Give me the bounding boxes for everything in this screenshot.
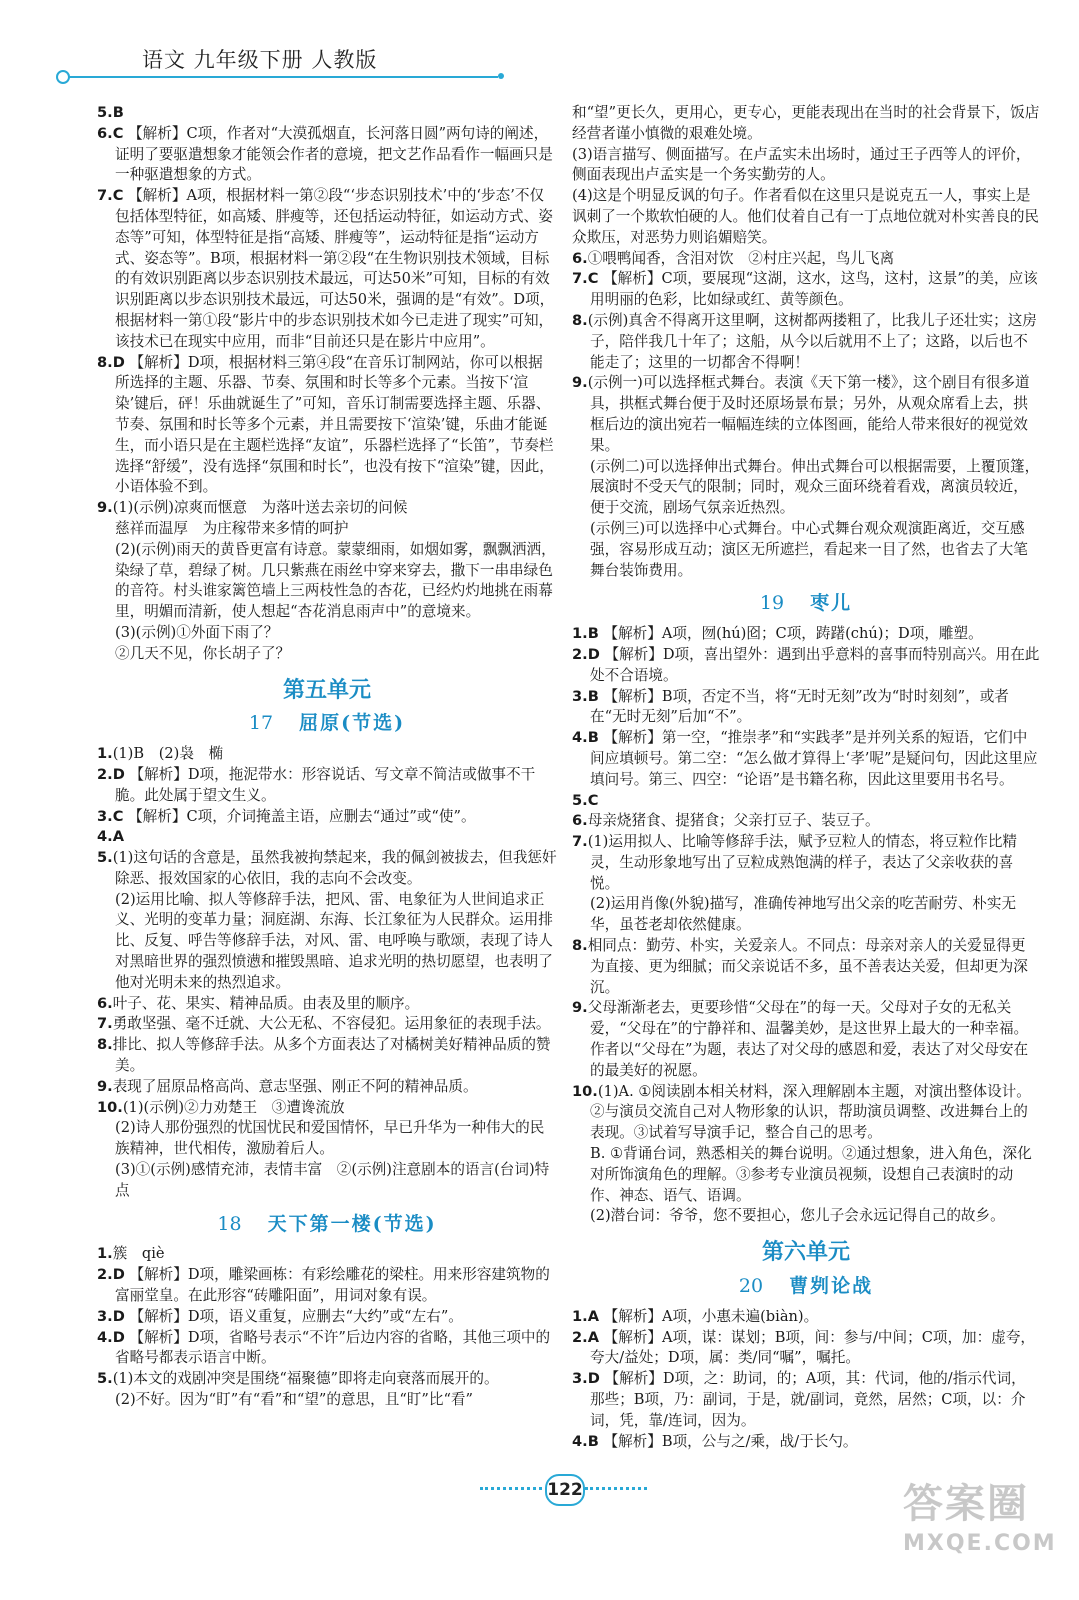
lesson-number: 18 bbox=[217, 1212, 242, 1235]
question-number: 6. bbox=[97, 124, 113, 142]
lesson-title: 天下第一楼(节选) bbox=[267, 1212, 437, 1235]
page-header bbox=[0, 0, 1079, 90]
answer-continuation: (4)这是个明显反讽的句子。作者看似在这里只是说克五一人，事实上是讽刺了一个欺软怕硬的人。他们仗着自己有一丁点地位就对朴实善良的民众欺压，对恶势力则谄媚赔笑。 bbox=[572, 187, 1040, 246]
header-rule bbox=[68, 76, 498, 78]
question-number: 10. bbox=[97, 1098, 123, 1116]
answer-text: 【解析】B项，公与之/乘，战/于长勺。 bbox=[603, 1432, 858, 1450]
answer-item bbox=[572, 269, 1040, 311]
question-number: 4. bbox=[572, 729, 588, 747]
question-number: 9. bbox=[572, 999, 588, 1017]
answer-text: 【解析】D项，之：助词，的；A项，其：代词，他的/指示代词，那些；B项，乃：副词，于是，就/副词，竟然，居然；C项，以：介词，凭，靠/连词，因为。 bbox=[590, 1370, 1026, 1429]
answer-item bbox=[97, 807, 557, 828]
question-number: 2. bbox=[572, 1328, 588, 1346]
lesson-number: 19 bbox=[759, 592, 785, 615]
answer-item bbox=[97, 827, 557, 848]
answer-text: 【解析】D项，雕梁画栋：有彩绘雕花的梁柱。用来形容建筑物的富丽堂皇。在此形容“砖雕阳面”，用词对象有误。 bbox=[115, 1266, 550, 1305]
answer-item bbox=[97, 1014, 557, 1035]
lesson-heading bbox=[572, 1276, 1040, 1297]
answer-letter: D bbox=[112, 765, 125, 783]
answer-item bbox=[572, 249, 1040, 270]
answer-item bbox=[572, 311, 1040, 373]
unit-heading: 第六单元 bbox=[761, 1240, 850, 1266]
answer-letter: B bbox=[587, 687, 599, 705]
answer-item bbox=[572, 998, 1040, 1081]
answer-item bbox=[572, 811, 1040, 832]
answer-text: (1)(示例)凉爽而惬意 为落叶送去亲切的问候 bbox=[112, 499, 408, 517]
answer-text: (1)运用拟人、比喻等修辞手法，赋予豆粒人的情态，将豆粒作比精灵，生动形象地写出了豆粒成熟饱满的样子，表达了父亲收获的喜悦。 bbox=[587, 833, 1018, 892]
lesson-heading bbox=[97, 713, 557, 734]
answer-item bbox=[572, 624, 1040, 645]
answer-item bbox=[572, 936, 1040, 998]
answer-item bbox=[97, 848, 557, 890]
answer-letter: B bbox=[112, 104, 124, 121]
answer-continuation: ②几天不见，你长胡子了？ bbox=[115, 644, 291, 662]
answer-item bbox=[572, 1082, 1040, 1144]
lesson-title: 屈原(节选) bbox=[299, 712, 406, 735]
question-number: 2. bbox=[97, 1266, 113, 1284]
question-number: 1. bbox=[97, 1245, 113, 1263]
answer-continuation: B. ①背诵台词，熟悉相关的舞台说明。②通过想象，进入角色，深化对所饰演角色的理解。③参考专业演员视频，设想自己表演时的动作、神态、语气、语调。 bbox=[590, 1145, 1032, 1204]
answer-item bbox=[97, 1098, 557, 1119]
watermark-logo bbox=[903, 1472, 1057, 1582]
answer-letter: D bbox=[112, 1328, 125, 1346]
answer-letter: D bbox=[112, 1307, 125, 1325]
answer-letter: B bbox=[587, 625, 599, 643]
answer-item bbox=[97, 1265, 557, 1307]
answer-item bbox=[572, 1328, 1040, 1370]
answer-continuation: 和“望”更长久，更用心，更专心，更能表现出在当时的社会背景下，饭店经营者谨小慎微的艰难处境。 bbox=[572, 104, 1040, 142]
question-number: 10. bbox=[572, 1082, 598, 1100]
lesson-number: 17 bbox=[248, 712, 274, 735]
question-number: 3. bbox=[97, 1307, 113, 1325]
answer-text: (示例一)可以选择框式舞台。表演《天下第一楼》，这个剧目有很多道具，拱框式舞台便于及时还原场景布景；另外，从观众席看上去，拱框后边的演出宛若一幅幅连续的立体图画，能给人带来很好的视觉效果。 bbox=[587, 374, 1030, 454]
answer-text: (1)本文的戏剧冲突是围绕“福聚德”即将走向衰落而展开的。 bbox=[112, 1370, 499, 1388]
answer-letter: A bbox=[112, 828, 124, 846]
answer-item bbox=[97, 765, 557, 807]
answer-continuation: (示例三)可以选择中心式舞台。中心式舞台观众观演距离近，交互感强，容易形成互动；演区无所遮拦，看起来一目了然，也省去了大笔舞台装饰费用。 bbox=[590, 519, 1028, 579]
question-number: 7. bbox=[572, 833, 588, 851]
answer-text: 【解析】A项，谋：谋划；B项，间：参与/中间；C项，加：虚夸，夸大/益处；D项，属：类/同“嘱”，嘱托。 bbox=[590, 1328, 1036, 1367]
answer-text: 【解析】D项，根据材料三第④段“在音乐订制网站，你可以根据所选择的主题、乐器、节奏、氛围和时长等多个元素。当按下‘渲染’键后，砰！乐曲就诞生了”可知，音乐订制需要选择主题、乐器、节奏、氛围和时长等多个元素，并且需要按下‘渲染’键，乐曲才能诞生，而小语只是在主题栏选择“友谊”，乐器栏选择了“长笛”，节奏栏选择“舒缓”，没有选择“氛围和时长”，也没有按下“渲染”键，因此，小语体验不到。 bbox=[115, 353, 554, 496]
answer-continuation: (2)诗人那份强烈的忧国忧民和爱国情怀，早已升华为一种伟大的民族精神，世代相传，激励着后人。 bbox=[115, 1119, 545, 1158]
answer-text: 表现了屈原品格高尚、意志坚强、刚正不阿的精神品质。 bbox=[112, 1077, 478, 1095]
answer-text: 【解析】B项，否定不当，将“无时无刻”改为“时时刻刻”，或者在“无时无刻”后加“不”。 bbox=[590, 687, 1009, 726]
answer-text: 簇 qiè bbox=[112, 1245, 165, 1263]
answer-text: 【解析】D项，省略号表示“不许”后边内容的省略，其他三项中的省略号都表示语言中断。 bbox=[115, 1328, 551, 1367]
question-number: 6. bbox=[97, 994, 113, 1012]
answer-letter: D bbox=[587, 645, 600, 663]
answer-continuation: (2)运用肖像(外貌)描写，准确传神地写出父亲的吃苦耐劳、朴实无华，虽苍老却依然健康。 bbox=[590, 895, 1017, 934]
answer-text: 【解析】C项，作者对“大漠孤烟直，长河落日圆”两句诗的阐述，证明了要驱遣想象才能领会作者的意境，把文艺作品看作一幅画只是一种驱遣想象的方式。 bbox=[115, 124, 553, 184]
answer-continuation: (2)潜台词：爷爷，您不要担心，您儿子会永远记得自己的故乡。 bbox=[590, 1207, 1005, 1225]
answer-item bbox=[97, 1244, 557, 1265]
question-number: 3. bbox=[572, 1370, 588, 1388]
answer-text: 排比、拟人等修辞手法。从多个方面表达了对橘树美好精神品质的赞美。 bbox=[112, 1036, 551, 1075]
header-ornament-end bbox=[498, 73, 504, 79]
question-number: 4. bbox=[97, 1328, 113, 1346]
answer-item bbox=[97, 1035, 557, 1077]
footer-dots-right bbox=[585, 1487, 647, 1490]
answer-item bbox=[572, 645, 1040, 687]
lesson-number: 20 bbox=[738, 1275, 764, 1298]
answer-text: 【解析】A项，囫(hú)囵；C项，踌躇(chú)；D项，雕塑。 bbox=[603, 625, 983, 643]
answer-text: 母亲烧猪食、提猪食；父亲打豆子、装豆子。 bbox=[587, 812, 880, 830]
left-column bbox=[97, 103, 557, 1411]
answer-text: 叶子、花、果实、精神品质。由表及里的顺序。 bbox=[112, 994, 420, 1012]
question-number: 3. bbox=[572, 687, 588, 705]
answer-continuation: (3)语言描写、侧面描写。在卢孟实未出场时，通过王子西等人的评价，侧面表现出卢孟实是一个务实勤劳的人。 bbox=[572, 145, 1031, 184]
answer-item bbox=[97, 124, 557, 186]
answer-continuation: (3)(示例)①外面下雨了？ bbox=[115, 623, 279, 641]
answer-letter: D bbox=[112, 1266, 125, 1284]
answer-text: 【解析】A项，小惠未遍(biàn)。 bbox=[603, 1307, 819, 1325]
answer-letter: D bbox=[587, 1370, 600, 1388]
answer-continuation: (2)不好。因为“盯”有“看”和“望”的意思，且“盯”比“看” bbox=[115, 1391, 473, 1409]
answer-item bbox=[97, 744, 557, 765]
answer-text: 勇敢坚强、毫不迁就、大公无私、不容侵犯。运用象征的表现手法。 bbox=[112, 1015, 551, 1033]
question-number: 6. bbox=[572, 812, 588, 830]
question-number: 1. bbox=[572, 625, 588, 643]
question-number: 6. bbox=[572, 249, 588, 267]
answer-item bbox=[572, 728, 1040, 790]
answer-text: (1)A. ①阅读剧本相关材料，深入理解剧本主题，对演出整体设计。②与演员交流自己对人物形象的认识，帮助演员调整、改进舞台上的表现。③试着写导演手记，整合自己的思考。 bbox=[590, 1082, 1031, 1142]
question-number: 8. bbox=[97, 1036, 113, 1054]
question-number: 7. bbox=[97, 1015, 113, 1033]
answer-letter: C bbox=[112, 187, 124, 205]
answer-letter: B bbox=[587, 729, 599, 747]
answer-letter: B bbox=[587, 1432, 599, 1450]
answer-letter: C bbox=[587, 270, 599, 288]
question-number: 8. bbox=[572, 937, 588, 955]
answer-item bbox=[572, 1307, 1040, 1328]
answer-text: 【解析】D项，拖泥带水：形容说话、写文章不简洁或做事不干脆。此处属于望文生义。 bbox=[115, 765, 536, 804]
question-number: 7. bbox=[572, 270, 588, 288]
answer-item bbox=[572, 373, 1040, 456]
right-column bbox=[572, 103, 1040, 1452]
question-number: 9. bbox=[97, 499, 113, 517]
question-number: 5. bbox=[572, 791, 588, 809]
footer-dots-left bbox=[480, 1487, 542, 1490]
question-number: 8. bbox=[572, 311, 588, 329]
answer-continuation: (3)①(示例)感情充沛，表情丰富 ②(示例)注意剧本的语言(台词)特点 bbox=[115, 1161, 550, 1199]
question-number: 1. bbox=[97, 745, 113, 763]
question-number: 5. bbox=[97, 849, 113, 867]
question-number: 7. bbox=[97, 187, 113, 205]
question-number: 8. bbox=[97, 353, 113, 371]
answer-item bbox=[97, 1077, 557, 1098]
answer-item bbox=[572, 1432, 1040, 1453]
answer-item bbox=[97, 1328, 557, 1370]
question-number: 3. bbox=[97, 807, 113, 825]
answer-item bbox=[97, 498, 557, 519]
answer-item bbox=[97, 1369, 557, 1390]
book-title: 语文 九年级下册 人教版 bbox=[142, 48, 378, 72]
question-number: 5. bbox=[97, 1370, 113, 1388]
answer-continuation: (示例二)可以选择伸出式舞台。伸出式舞台可以根据需要，上覆顶篷，展演时不受天气的限制；同时，观众三面环绕着看戏，离演员较近，便于交流，剧场气氛亲近热烈。 bbox=[590, 457, 1040, 517]
answer-text: 【解析】A项，根据材料一第②段“‘步态识别技术’中的‘步态’不仅包括体型特征，如高矮、胖瘦等，还包括运动特征，如运动方式、姿态等”可知，体型特征是指“高矮、胖瘦等”，运动特征是指“运动方式、姿态等”。B项，根据材料一第②段“在生物识别技术领域，目标的有效识别距离以步态识别技术最远，可达50米”可知，目标的有效识别距离以步态识别技术最远，可达50米，强调的是“有效”。D项，根据材料一第①段“影片中的步态识别技术如今已走进了现实”可知，该技术已在现实中应用，而非“目前还只是在影片中应用”。 bbox=[115, 187, 555, 350]
question-number: 5. bbox=[97, 104, 113, 121]
answer-letter: C bbox=[112, 124, 124, 142]
page-number: 122 bbox=[545, 1474, 585, 1506]
lesson-heading bbox=[97, 1214, 557, 1235]
lesson-heading bbox=[572, 593, 1040, 614]
answer-text: (1)B (2)袅 椭 bbox=[112, 745, 224, 763]
answer-item bbox=[572, 1369, 1040, 1431]
answer-letter: A bbox=[587, 1328, 599, 1346]
answer-text: 【解析】D项，喜出望外：遇到出乎意料的喜事而特别高兴。用在此处不合语境。 bbox=[590, 645, 1040, 684]
answer-letter: D bbox=[112, 353, 125, 371]
answer-item bbox=[97, 994, 557, 1015]
answer-text: (示例)真舍不得离开这里啊，这树都两搂粗了，比我儿子还壮实；这房子，陪伴我几十年了；这船，从今以后就用不上了；这路，以后也不能走了；这里的一切都舍不得啊！ bbox=[587, 311, 1037, 371]
answer-text: 父母渐渐老去，更要珍惜“父母在”的每一天。父母对子女的无私关爱，“父母在”的宁静祥和、温馨美妙，是这世界上最大的一种幸福。作者以“父母在”为题，表达了对父母的感恩和爱，表达了对父母安在的最美好的祝愿。 bbox=[587, 999, 1029, 1079]
watermark-main: 答案圈 bbox=[903, 1481, 1029, 1527]
answer-letter: A bbox=[587, 1307, 599, 1325]
question-number: 4. bbox=[572, 1432, 588, 1450]
answer-item bbox=[97, 103, 557, 124]
answer-letter: C bbox=[587, 791, 599, 809]
question-number: 4. bbox=[97, 828, 113, 846]
answer-letter: C bbox=[112, 807, 124, 825]
answer-text: ①喂鸭闻香，含泪对饮 ②村庄兴起，鸟儿飞离 bbox=[587, 249, 895, 267]
answer-text: (1)这句话的含意是，虽然我被拘禁起来，我的佩剑被拔去，但我惩奸除恶、报效国家的心依旧，我的志向不会改变。 bbox=[112, 849, 557, 887]
lesson-title: 曹刿论战 bbox=[789, 1275, 874, 1298]
answer-text: 【解析】C项，介词掩盖主语，应删去“通过”或“使”。 bbox=[128, 807, 476, 825]
answer-continuation: 慈祥而温厚 为庄稼带来多情的呵护 bbox=[115, 519, 349, 537]
answer-continuation: (2)运用比喻、拟人等修辞手法，把风、雷、电象征为人世间追求正义、光明的变革力量；洞庭湖、东海、长江象征为人民群众。运用排比、反复、呼告等修辞手法，对风、雷、电呼唤与歌颂，表现了诗人对黑暗世界的强烈愤懑和摧毁黑暗、追求光明的热切愿望，也表明了他对光明未来的热烈追求。 bbox=[115, 890, 553, 991]
unit-heading: 第五单元 bbox=[282, 677, 371, 703]
answer-item bbox=[97, 186, 557, 352]
answer-item bbox=[572, 832, 1040, 894]
answer-text: 【解析】D项，语义重复，应删去“大约”或“左右”。 bbox=[129, 1307, 463, 1325]
question-number: 1. bbox=[572, 1307, 588, 1325]
answer-continuation: (2)(示例)雨天的黄昏更富有诗意。蒙蒙细雨，如烟如雾，飘飘洒洒，染绿了草，碧绿了树。几只紫燕在雨丝中穿来穿去，撒下一串串绿色的音符。村头谁家篱笆墙上三两枝性急的杏花，已经灼灼地挑在雨幕里，明媚而清新，使人想起“杏花消息雨声中”的意境来。 bbox=[115, 540, 556, 621]
answer-item bbox=[572, 687, 1040, 729]
question-number: 2. bbox=[572, 645, 588, 663]
answer-item bbox=[572, 791, 1040, 812]
answer-item bbox=[97, 1307, 557, 1328]
answer-text: 【解析】第一空，“推崇孝”和“实践孝”是并列关系的短语，它们中间应填顿号。第二空：“怎么做才算得上‘孝’呢”是疑问句，因此这里应填问号。第三、四空：“论语”是书籍名称，因此这里要用书名号。 bbox=[590, 729, 1038, 788]
question-number: 9. bbox=[572, 374, 588, 392]
lesson-title: 枣儿 bbox=[810, 592, 853, 615]
answer-text: 【解析】C项，要展现“这湖，这水，这鸟，这村，这景”的美，应该用明丽的色彩，比如绿或红、黄等颜色。 bbox=[590, 270, 1038, 309]
answer-text: (1)(示例)②力劝楚王 ③遭谗流放 bbox=[122, 1098, 345, 1116]
question-number: 2. bbox=[97, 765, 113, 783]
watermark-sub: MXQE.COM bbox=[903, 1531, 1057, 1556]
answer-text: 相同点：勤劳、朴实，关爱亲人。不同点：母亲对亲人的关爱显得更为直接、更为细腻；而父亲说话不多，虽不善表达关爱，但却更为深沉。 bbox=[587, 937, 1028, 996]
question-number: 9. bbox=[97, 1077, 113, 1095]
answer-item bbox=[97, 353, 557, 499]
